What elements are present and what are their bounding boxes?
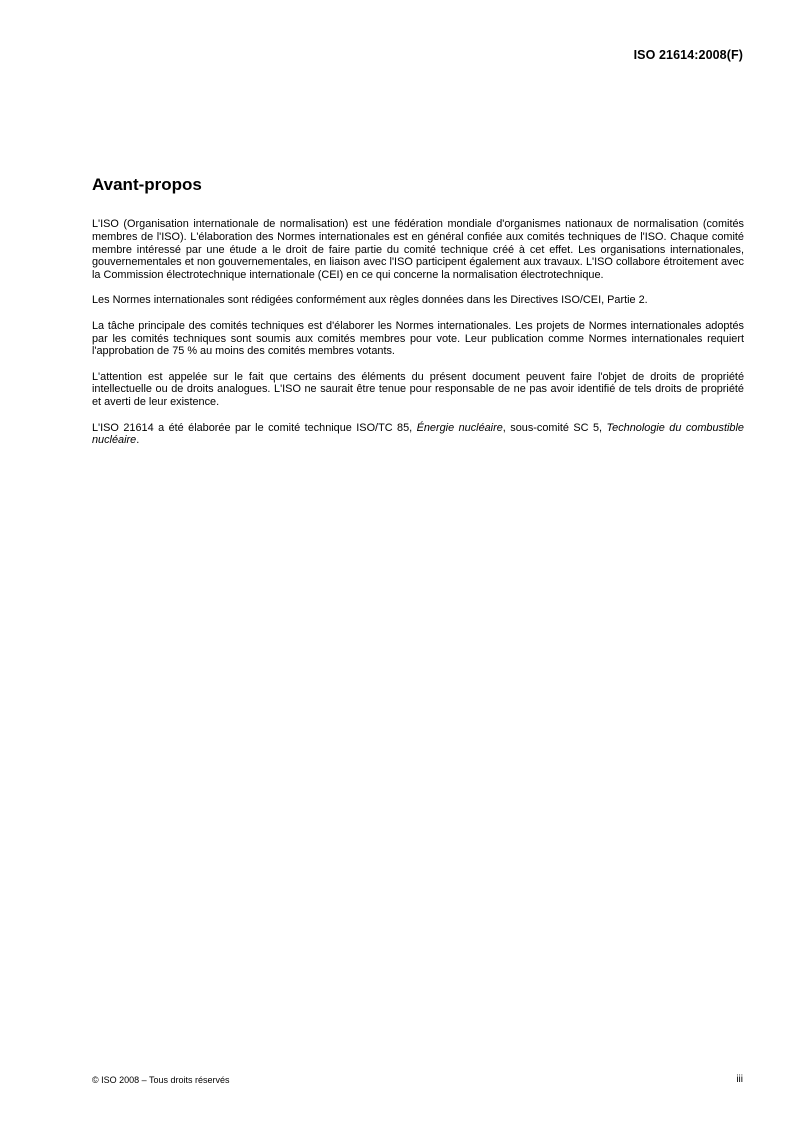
prepared-by-text-2: , sous-comité SC 5,	[502, 421, 607, 434]
paragraph-iso-organisation: L'ISO (Organisation internationale de normalisation) est une fédération mondiale d'organismes nationaux de normalisation (comités membres de l'ISO). L'élaboration des Normes internationales est en général confiée aux comités techniques de l'ISO. Chaque comité membre intéressé par une étude a le droit de faire partie du comité technique créé à cet effet. Les organisations internationales, gouvernementales et non gouvernementales, en liaison avec l'ISO participent également aux travaux. L'ISO collabore étroitement avec la Commission électrotechnique internationale (CEI) en ce qui concerne la normalisation électrotechnique.	[92, 218, 744, 282]
document-reference: ISO 21614:2008(F)	[633, 48, 743, 62]
prepared-by-text-1: L'ISO 21614 a été élaborée par le comité technique ISO/TC 85,	[92, 421, 417, 434]
foreword-section	[92, 175, 744, 460]
subcommittee-name: Technologie du combustible nucléaire	[92, 421, 744, 447]
paragraph-directives: Les Normes internationales sont rédigées conformément aux règles données dans les Directives ISO/CEI, Partie 2.	[92, 294, 648, 307]
prepared-by-text-3: .	[136, 434, 140, 447]
paragraph-technical-committees: La tâche principale des comités techniques est d'élaborer les Normes internationales. Les projets de Normes internationales adoptés par les comités techniques sont soumis aux comités membres pour vote. Leur publication comme Normes internationales requiert l'approbation de 75 % au moins des comités membres votants.	[92, 319, 744, 358]
copyright-notice: © ISO 2008 – Tous droits réservés	[92, 1075, 230, 1085]
paragraph-prepared-by	[92, 422, 744, 448]
paragraph-patent-rights: L'attention est appelée sur le fait que certains des éléments du présent document peuvent faire l'objet de droits de propriété intellectuelle ou de droits analogues. L'ISO ne saurait être tenue pour responsable de ne pas avoir identifié de tels droits de propriété et averti de leur existence.	[92, 370, 744, 409]
page-title: Avant-propos	[92, 175, 202, 194]
committee-name: Énergie nucléaire	[416, 421, 503, 434]
page-number: iii	[736, 1074, 743, 1085]
